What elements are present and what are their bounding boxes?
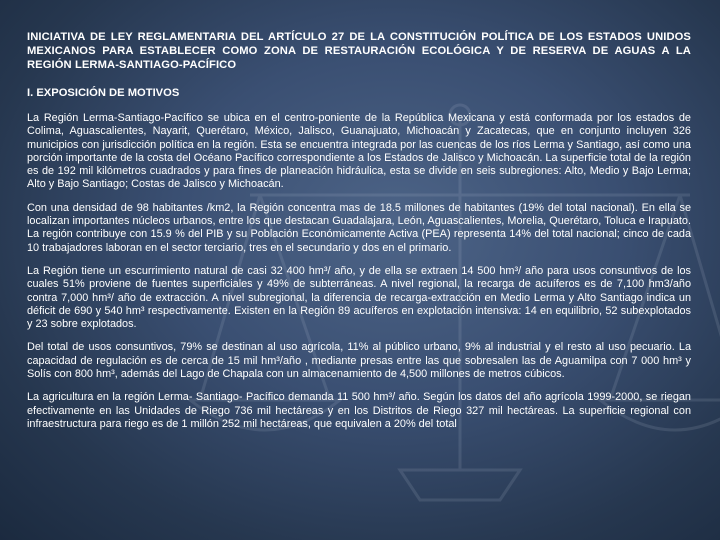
paragraph: Con una densidad de 98 habitantes /km2, la Región concentra mas de 18.5 millones de habitantes (19% del total nacional). En ella se localizan importantes núcleos urbanos, entre los que destacan Guadalajara, León, Aguascalientes, Morelia, Querétaro, Toluca e Irapuato. La región contribuye con 15.9 % del PIB y su Población Económicamente Activa (PEA) representa 14% del total nacional; cinco de cada 10 trabajadores laboran en el sector terciario, tres en el secundario y dos en el primario. xyxy=(27,201,691,254)
paragraph: La Región tiene un escurrimiento natural de casi 32 400 hm³/ año, y de ella se extraen 14 500 hm³/ año para usos consuntivos de los cuales 51% proviene de fuentes superficiales y 49% de subterráneas. A nivel regional, la recarga de acuíferos es de 7,100 hm3/año contra 7,000 hm³/ año de extracción. A nivel subregional, la diferencia de recarga-extracción en Medio Lerma y Alto Santiago indica un déficit de 690 y 540 hm³ respectivamente. Existen en la Región 89 acuíferos en explotación intensiva: 14 en equilibrio, 52 subexplotados y 23 sobre explotados. xyxy=(27,264,691,331)
paragraph: La agricultura en la región Lerma- Santiago- Pacífico demanda 11 500 hm³/ año. Según los datos del año agrícola 1999-2000, se riegan efectivamente en las Unidades de Riego 736 mil hectáreas y en los Distritos de Riego 327 mil hectáreas. La superficie regional con infraestructura para riego es de 1 millón 252 mil hectáreas, que equivalen a 20% del total xyxy=(27,391,691,430)
document-title: INICIATIVA DE LEY REGLAMENTARIA DEL ARTÍCULO 27 DE LA CONSTITUCIÓN POLÍTICA DE LOS ESTADOS UNIDOS MEXICANOS PARA ESTABLECER COMO ZONA DE RESTAURACIÓN ECOLÓGICA Y DE RESERVA DE AGUAS A LA REGIÓN LERMA-SANTIAGO-PACÍFICO xyxy=(27,31,691,71)
document-body xyxy=(27,30,691,441)
paragraph: Del total de usos consuntivos, 79% se destinan al uso agrícola, 11% al público urbano, 9% al industrial y el resto al uso pecuario. La capacidad de regulación es de cerca de 15 mil hm³/año , mediante presas entre las que sobresalen las de Aguamilpa con 7 000 hm³ y Solís con 800 hm³, además del Lago de Chapala con un almacenamiento de 4,500 millones de metros cúbicos. xyxy=(27,341,691,381)
section-heading: I. EXPOSICIÓN DE MOTIVOS xyxy=(27,87,180,99)
paragraph: La Región Lerma-Santiago-Pacífico se ubica en el centro-poniente de la República Mexicana y está conformada por los estados de Colima, Aguascalientes, Nayarit, Querétaro, México, Jalisco, Guanajuato, Michoacán y Zacatecas, que en conjunto incluyen 326 municipios con jurisdicción política en la región. Esta se encuentra integrada por las cuencas de los ríos Lerma y Santiago, así como una porción importante de la costa del Océano Pacífico correspondiente a los Estados de Jalisco y Michoacán. La superficie total de la región es de 192 mil kilómetros cuadrados y para fines de planeación hidráulica, esta se divide en seis subregiones: Alto, Medio y Bajo Lerma; Alto y Bajo Santiago; Costas de Jalisco y Michoacán. xyxy=(27,112,691,191)
